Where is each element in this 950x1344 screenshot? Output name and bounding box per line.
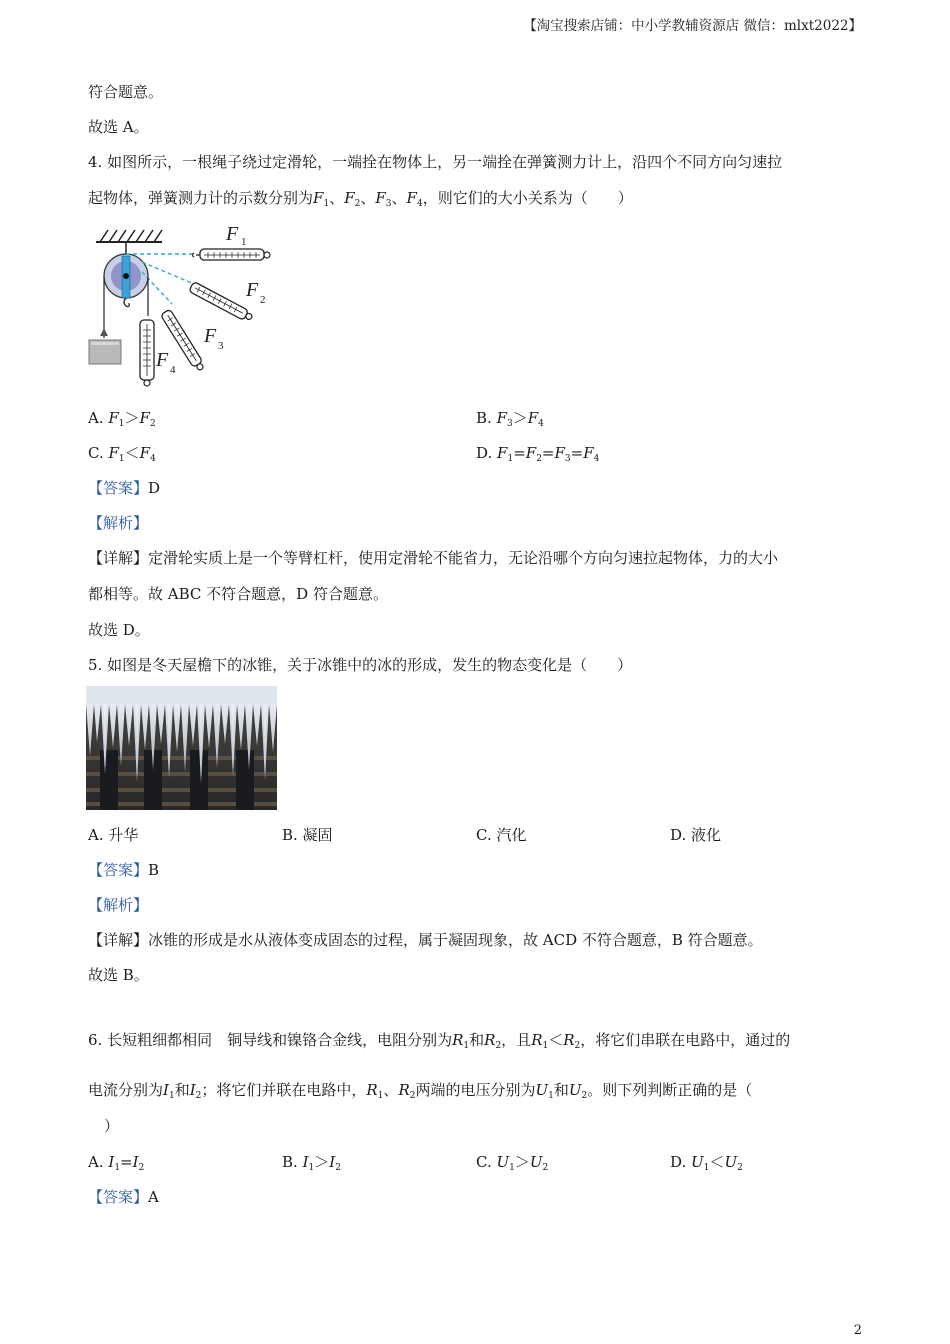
q4-option-d[interactable]: D. $F_1=F_2=F_3=F_4$ bbox=[476, 444, 600, 464]
q6-option-a[interactable]: A. $I_1=I_2$ bbox=[88, 1153, 145, 1173]
q6-option-d[interactable]: D. $U_1<U_2$ bbox=[670, 1153, 743, 1173]
page-number: 2 bbox=[853, 1323, 862, 1338]
pulley-diagram bbox=[86, 220, 276, 392]
svg-text:2: 2 bbox=[260, 294, 266, 306]
q4-stem-line1: 4. 如图所示，一根绳子绕过定滑轮，一端拴在物体上，另一端拴在弹簧测力计上，沿四个不同方向匀速拉 bbox=[88, 153, 783, 171]
q4-answer: 【答案】D bbox=[88, 479, 161, 497]
q4-option-c[interactable]: C. $F_1<F_4$ bbox=[88, 444, 156, 464]
label-f3: F bbox=[204, 325, 217, 347]
q6-option-c[interactable]: C. $U_1>U_2$ bbox=[476, 1153, 549, 1173]
q5-option-c[interactable]: C. 汽化 bbox=[476, 826, 527, 844]
q5-analysis-tag: 【解析】 bbox=[88, 896, 149, 914]
q4-option-b[interactable]: B. $F_3>F_4$ bbox=[476, 409, 544, 429]
q5-stem: 5. 如图是冬天屋檐下的冰锥，关于冰锥中的冰的形成，发生的物态变化是（ ） bbox=[88, 656, 633, 674]
q6-stem-line2: 电流分别为$I_1$和$I_2$；将它们并联在电路中，$R_1$、$R_2$两端的电压分别为$U_1$和$U_2$。则下列判断正确的是（ bbox=[88, 1081, 753, 1101]
q6-stem-line1: 6. 长短粗细都相同 铜导线和镍铬合金线，电阻分别为$R_1$和$R_2$，且$R_1<R_2$，将它们串联在电路中，通过的 bbox=[88, 1031, 791, 1051]
q4-final: 故选 D。 bbox=[88, 621, 150, 639]
label-f1: F bbox=[226, 223, 239, 245]
q4-detail-line1: 【详解】定滑轮实质上是一个等臂杠杆，使用定滑轮不能省力，无论沿哪个方向匀速拉起物体，力的大小 bbox=[88, 549, 779, 567]
q5-option-b[interactable]: B. 凝固 bbox=[282, 826, 333, 844]
label-f2: F bbox=[246, 279, 259, 301]
q5-detail-line1: 【详解】冰锥的形成是水从液体变成固态的过程，属于凝固现象，故 ACD 不符合题意，B 符合题意。 bbox=[88, 931, 763, 949]
q6-option-b[interactable]: B. $I_1>I_2$ bbox=[282, 1153, 341, 1173]
icicle-photo bbox=[86, 686, 277, 810]
q5-final: 故选 B。 bbox=[88, 966, 149, 984]
page-header: 【淘宝搜索店铺：中小学教辅资源店 微信：mlxt2022】 bbox=[523, 18, 862, 34]
q5-option-a[interactable]: A. 升华 bbox=[88, 826, 139, 844]
q4-analysis-tag: 【解析】 bbox=[88, 514, 149, 532]
prev-answer-choice: 故选 A。 bbox=[88, 118, 149, 136]
prev-conclusion: 符合题意。 bbox=[88, 83, 164, 101]
svg-text:1: 1 bbox=[241, 236, 247, 248]
q6-stem-line3: ） bbox=[104, 1117, 120, 1135]
q4-option-a[interactable]: A. $F_1>F_2$ bbox=[88, 409, 156, 429]
q4-stem-line2: 起物体，弹簧测力计的示数分别为$F_1$、$F_2$、$F_3$、$F_4$，则它们的大小关系为（ ） bbox=[88, 189, 633, 209]
label-f4: F bbox=[156, 349, 169, 371]
q6-answer: 【答案】A bbox=[88, 1188, 159, 1206]
svg-text:3: 3 bbox=[218, 340, 224, 352]
q4-detail-line2: 都相等。故 ABC 不符合题意，D 符合题意。 bbox=[88, 585, 388, 603]
q5-answer: 【答案】B bbox=[88, 861, 160, 879]
svg-text:4: 4 bbox=[170, 364, 176, 376]
q5-option-d[interactable]: D. 液化 bbox=[670, 826, 722, 844]
